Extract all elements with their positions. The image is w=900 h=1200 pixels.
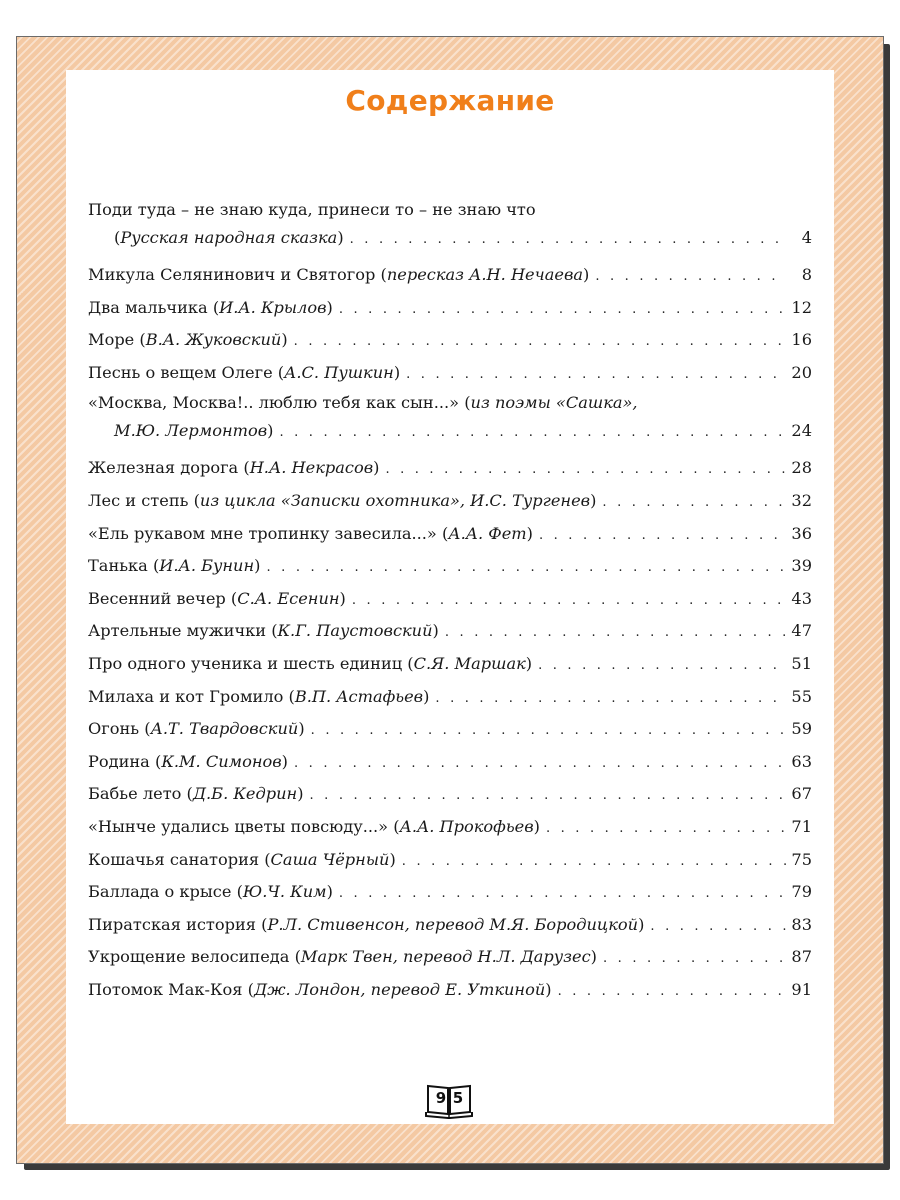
content-area xyxy=(66,70,834,1124)
toc-entry-author: Ю.Ч. Ким xyxy=(242,882,327,902)
toc-entry-author: Русская народная сказка xyxy=(120,228,338,247)
toc-entry-author: А.А. Фет xyxy=(448,523,527,543)
toc-entry-author: С.А. Есенин xyxy=(237,588,340,608)
toc-entry[interactable]: Весенний вечер (С.А. Есенин) . . . 43 xyxy=(88,583,812,616)
toc-entry[interactable]: Микула Селянинович и Святогор (пересказ А.Н. Нечаева) . . . 8 xyxy=(88,259,812,292)
toc-entry-title: Два мальчика xyxy=(88,297,208,317)
toc-entry-title: Весенний вечер xyxy=(88,588,226,608)
toc-entry[interactable]: Бабье лето (Д.Б. Кедрин) . . . 67 xyxy=(88,778,812,811)
leader-dots xyxy=(385,454,786,487)
toc-entry-title: Песнь о вещем Олеге xyxy=(88,362,273,382)
toc-entry-title: «Нынче удались цветы повсюду...» xyxy=(88,816,389,836)
leader-dots xyxy=(546,813,786,846)
toc-entry-page: 4 xyxy=(801,228,812,247)
toc-entry-title: Потомок Мак-Коя xyxy=(88,979,243,999)
toc-entry[interactable]: Поди туда – не знаю куда, принеси то – не знаю что (Русская народная сказка) . . . 4 xyxy=(88,196,812,252)
toc-entry-page: 43 xyxy=(791,588,812,608)
toc-entry-author: А.С. Пушкин xyxy=(284,362,394,382)
toc-entry-page: 8 xyxy=(801,265,812,284)
toc-entry-author: Дж. Лондон, перевод Е. Уткиной xyxy=(253,979,546,999)
toc-entry-title: Про одного ученика и шесть единиц xyxy=(88,653,403,673)
leader-dots xyxy=(352,585,786,618)
toc-entry-author: К.М. Симонов xyxy=(161,751,282,771)
toc-entry-title: Укрощение велосипеда xyxy=(88,947,290,967)
toc-entry-page: 63 xyxy=(791,751,812,771)
toc-entry-author: А.Т. Твардовский xyxy=(150,719,299,739)
toc-entry-page: 79 xyxy=(791,882,812,902)
page-number-digit: 5 xyxy=(452,1089,464,1107)
page-title: Содержание xyxy=(345,84,555,117)
leader-dots xyxy=(279,419,786,447)
toc-entry-page: 20 xyxy=(791,362,812,382)
leader-dots xyxy=(539,520,786,553)
toc-entry-title: Железная дорога xyxy=(88,458,239,478)
toc-entry-page: 55 xyxy=(791,686,812,706)
toc-entry[interactable]: Милаха и кот Громило (В.П. Астафьев) . . . 55 xyxy=(88,681,812,714)
toc-entry[interactable]: Укрощение велосипеда (Марк Твен, перевод Н.Л. Дарузес) . . . 87 xyxy=(88,941,812,974)
toc-entry-title: «Москва, Москва!.. люблю тебя как сын...» xyxy=(88,393,460,413)
toc-entry-page: 67 xyxy=(791,784,812,804)
toc-entry[interactable]: Потомок Мак-Коя (Дж. Лондон, перевод Е. Уткиной) . . . 91 xyxy=(88,974,812,1007)
leader-dots xyxy=(339,878,786,911)
leader-dots xyxy=(603,943,786,976)
toc-entry-author: В.А. Жуковский xyxy=(145,330,282,350)
leader-dots xyxy=(538,650,786,683)
toc-entry[interactable]: Песнь о вещем Олеге (А.С. Пушкин) . . . 20 xyxy=(88,357,812,390)
toc-entry-title: Пиратская история xyxy=(88,914,256,934)
toc-entry-author: С.Я. Маршак xyxy=(413,653,526,673)
toc-entry-title: Кошачья санатория xyxy=(88,849,260,869)
leader-dots xyxy=(445,617,786,650)
book-icon xyxy=(424,1082,474,1120)
leader-dots xyxy=(650,911,786,944)
toc-entry[interactable]: Пиратская история (Р.Л. Стивенсон, перевод М.Я. Бородицкой) . . . 83 xyxy=(88,909,812,942)
page-number-badge xyxy=(418,1080,480,1124)
leader-dots xyxy=(435,683,786,716)
leader-dots xyxy=(294,748,786,781)
toc-entry-title: Родина xyxy=(88,751,150,771)
toc-entry-author: А.А. Прокофьев xyxy=(399,816,534,836)
toc-entry-page: 36 xyxy=(791,523,812,543)
toc-entry[interactable]: «Нынче удались цветы повсюду...» (А.А. Прокофьев) . . . 71 xyxy=(88,811,812,844)
toc-entry-author: Р.Л. Стивенсон, перевод М.Я. Бородицкой xyxy=(267,914,639,934)
toc-entry-title: Баллада о крысе xyxy=(88,882,232,902)
toc-entry-title: Лес и степь xyxy=(88,490,189,510)
toc-entry-title: Огонь xyxy=(88,719,140,739)
toc-entry-page: 83 xyxy=(791,914,812,934)
toc-entry[interactable]: «Москва, Москва!.. люблю тебя как сын...» (из поэмы «Сашка», М.Ю. Лермонтов) . . . 24 xyxy=(88,389,812,445)
toc-entry-page: 32 xyxy=(791,490,812,510)
toc-entry[interactable]: Про одного ученика и шесть единиц (С.Я. Маршак) . . . 51 xyxy=(88,648,812,681)
toc-entry[interactable]: Огонь (А.Т. Твардовский) . . . 59 xyxy=(88,713,812,746)
toc-entry-title: «Ель рукавом мне тропинку завесила...» xyxy=(88,523,437,543)
toc-entry-title: Поди туда – не знаю куда, принеси то – не знаю что xyxy=(88,200,536,219)
toc-entry-author: пересказ А.Н. Нечаева xyxy=(386,265,584,284)
toc-entry-author: Саша Чёрный xyxy=(270,849,390,869)
leader-dots xyxy=(266,552,786,585)
page-number-digit: 9 xyxy=(435,1089,447,1107)
toc-entry-page: 39 xyxy=(791,556,812,576)
leader-dots xyxy=(402,846,786,879)
toc-entry-page: 75 xyxy=(791,849,812,869)
toc-entry-page: 28 xyxy=(791,458,812,478)
toc-entry-author: Марк Твен, перевод Н.Л. Дарузес xyxy=(300,947,591,967)
toc-entry-page: 24 xyxy=(791,421,812,441)
toc-entry-page: 59 xyxy=(791,719,812,739)
table-of-contents xyxy=(88,202,812,1006)
toc-entry-page: 87 xyxy=(791,947,812,967)
leader-dots xyxy=(294,326,786,359)
toc-entry[interactable]: «Ель рукавом мне тропинку завесила...» (А.А. Фет) . . . 36 xyxy=(88,518,812,551)
toc-entry-author: И.А. Бунин xyxy=(159,556,255,576)
toc-entry-page: 16 xyxy=(791,330,812,350)
toc-entry-page: 47 xyxy=(791,621,812,641)
leader-dots xyxy=(350,226,786,254)
toc-entry-title: Танька xyxy=(88,556,148,576)
toc-entry-author: Н.А. Некрасов xyxy=(249,458,374,478)
toc-entry-author: из цикла «Записки охотника», И.С. Тургенев xyxy=(199,490,591,510)
leader-dots xyxy=(602,487,786,520)
leader-dots xyxy=(406,359,786,392)
leader-dots xyxy=(595,261,786,294)
toc-entry[interactable]: Родина (К.М. Симонов) . . . 63 xyxy=(88,746,812,779)
toc-entry[interactable]: Кошачья санатория (Саша Чёрный) . . . 75 xyxy=(88,844,812,877)
toc-entry-page: 91 xyxy=(791,979,812,999)
toc-entry-title: Море xyxy=(88,330,135,350)
toc-entry[interactable]: Танька (И.А. Бунин) . . . 39 xyxy=(88,550,812,583)
toc-entry-title: Микула Селянинович и Святогор xyxy=(88,265,376,284)
toc-entry-title: Бабье лето xyxy=(88,784,182,804)
toc-entry[interactable]: Лес и степь (из цикла «Записки охотника», И.С. Тургенев) . . . 32 xyxy=(88,485,812,518)
toc-entry-title: Милаха и кот Громило xyxy=(88,686,284,706)
toc-entry-author: Д.Б. Кедрин xyxy=(192,784,298,804)
toc-entry-page: 71 xyxy=(791,816,812,836)
toc-entry-page: 12 xyxy=(791,297,812,317)
toc-entry-author: М.Ю. Лермонтов xyxy=(114,421,268,441)
toc-entry-author: И.А. Крылов xyxy=(219,297,327,317)
toc-entry[interactable]: Баллада о крысе (Ю.Ч. Ким) . . . 79 xyxy=(88,876,812,909)
leader-dots xyxy=(558,976,786,1009)
toc-entry-title: Артельные мужички xyxy=(88,621,267,641)
toc-entry-author: К.Г. Паустовский xyxy=(277,621,433,641)
toc-entry-source: из поэмы «Сашка», xyxy=(470,393,638,413)
toc-entry[interactable]: Железная дорога (Н.А. Некрасов) . . . 28 xyxy=(88,452,812,485)
toc-entry[interactable]: Артельные мужички (К.Г. Паустовский) . . . 47 xyxy=(88,615,812,648)
toc-entry-page: 51 xyxy=(791,653,812,673)
toc-entry[interactable]: Море (В.А. Жуковский) . . . 16 xyxy=(88,324,812,357)
leader-dots xyxy=(310,780,786,813)
leader-dots xyxy=(339,294,786,327)
toc-entry-author: В.П. Астафьев xyxy=(294,686,424,706)
toc-entry[interactable]: Два мальчика (И.А. Крылов) . . . 12 xyxy=(88,292,812,325)
leader-dots xyxy=(311,715,786,748)
